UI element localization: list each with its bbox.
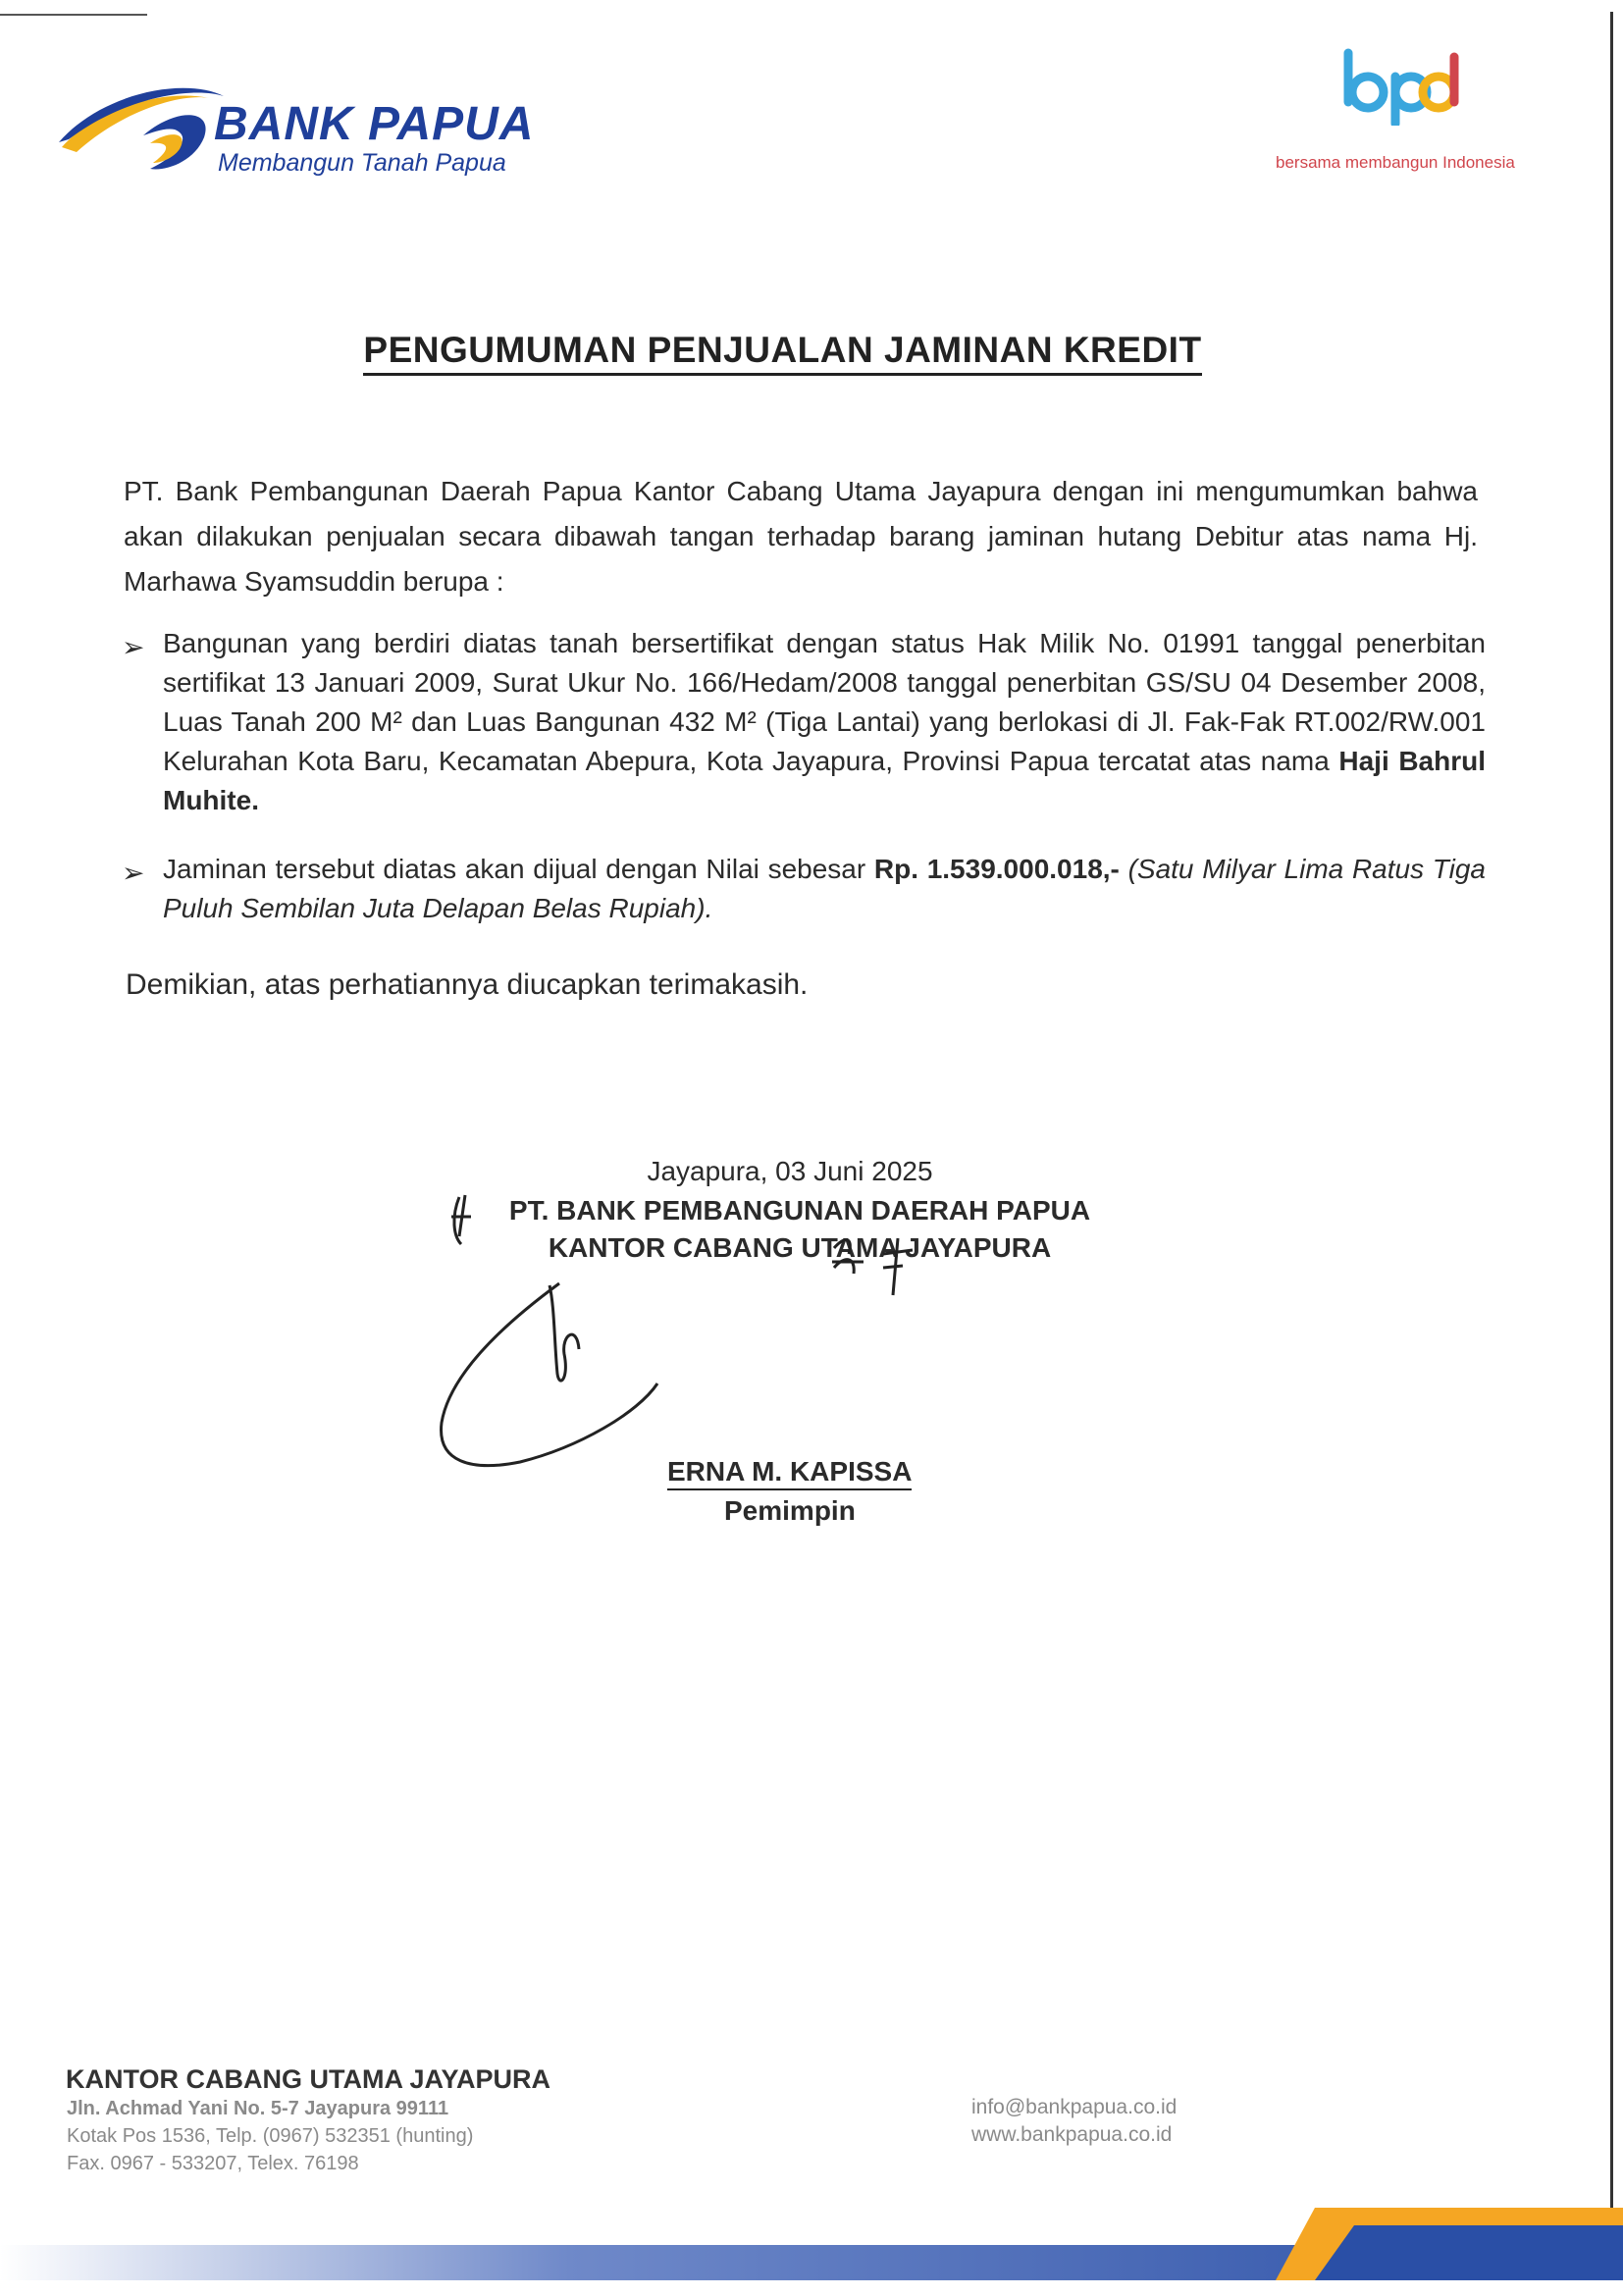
- item-text: Jaminan tersebut diatas akan dijual dengan Nilai sebesar: [163, 854, 866, 884]
- footer-website: www.bankpapua.co.id: [971, 2123, 1173, 2146]
- intro-paragraph: PT. Bank Pembangunan Daerah Papua Kantor Cabang Utama Jayapura dengan ini mengumumkan bahwa akan dilakukan penjualan secara dibawah tangan terhadap barang jaminan hutang Debitur atas nama Hj. Marhawa Syamsuddin berupa :: [124, 476, 1478, 597]
- list-item: [122, 850, 1486, 928]
- org-line-2: KANTOR CABANG UTAMA JAYAPURA: [548, 1232, 1052, 1263]
- scan-edge-top: [0, 14, 147, 16]
- footer-band: [0, 2206, 1623, 2288]
- bpd-tagline: bersama membangun Indonesia: [1276, 153, 1515, 172]
- item-bold: Rp. 1.539.000.018,-: [873, 854, 1120, 884]
- item-bold: Haji Bahrul Muhite.: [163, 746, 1487, 815]
- org-line-1: PT. BANK PEMBANGUNAN DAERAH PAPUA: [508, 1195, 1091, 1226]
- bpd-logo-icon: [1335, 47, 1472, 126]
- bank-tagline: Membangun Tanah Papua: [218, 149, 506, 177]
- scan-edge-right: [1610, 12, 1613, 2278]
- item-text: Bangunan yang berdiri diatas tanah bersertifikat dengan status Hak Milik No. 01991 tanggal penerbitan sertifikat 13 Januari 2009, Surat Ukur No. 166/Hedam/2008 tanggal penerbitan GS/SU 04 Desember 2008, Luas Tanah 200 M² dan Luas Bangunan 432 M² (Tiga Lantai) yang berlokasi di Jl. Fak-Fak RT.002/RW.001 Kelurahan Kota Baru, Kecamatan Abepura, Kota Jayapura, Provinsi Papua tercatat atas nama: [163, 628, 1486, 776]
- item-italic: (Satu Milyar Lima Ratus Tiga Puluh Sembilan Juta Delapan Belas Rupiah).: [163, 854, 1487, 923]
- signer-role: Pemimpin: [724, 1495, 856, 1526]
- document-title: PENGUMUMAN PENJUALAN JAMINAN KREDIT: [0, 330, 1565, 371]
- closing-sentence: Demikian, atas perhatiannya diucapkan terimakasih.: [126, 968, 809, 1001]
- place-date: Jayapura, 03 Juni 2025: [647, 1156, 933, 1186]
- footer-address: Jln. Achmad Yani No. 5-7 Jayapura 99111: [67, 2098, 449, 2119]
- arrow-bullet-icon: ➢: [122, 858, 145, 888]
- list-item: [122, 624, 1486, 820]
- footer-fax: Fax. 0967 - 533207, Telex. 76198: [67, 2153, 359, 2174]
- footer-email: info@bankpapua.co.id: [971, 2096, 1178, 2118]
- bank-name: BANK PAPUA: [214, 98, 535, 150]
- signer-name: ERNA M. KAPISSA: [667, 1456, 912, 1487]
- footer-office: KANTOR CABANG UTAMA JAYAPURA: [66, 2064, 551, 2094]
- arrow-bullet-icon: ➢: [122, 632, 145, 662]
- footer-phone: Kotak Pos 1536, Telp. (0967) 532351 (hunting): [67, 2125, 474, 2147]
